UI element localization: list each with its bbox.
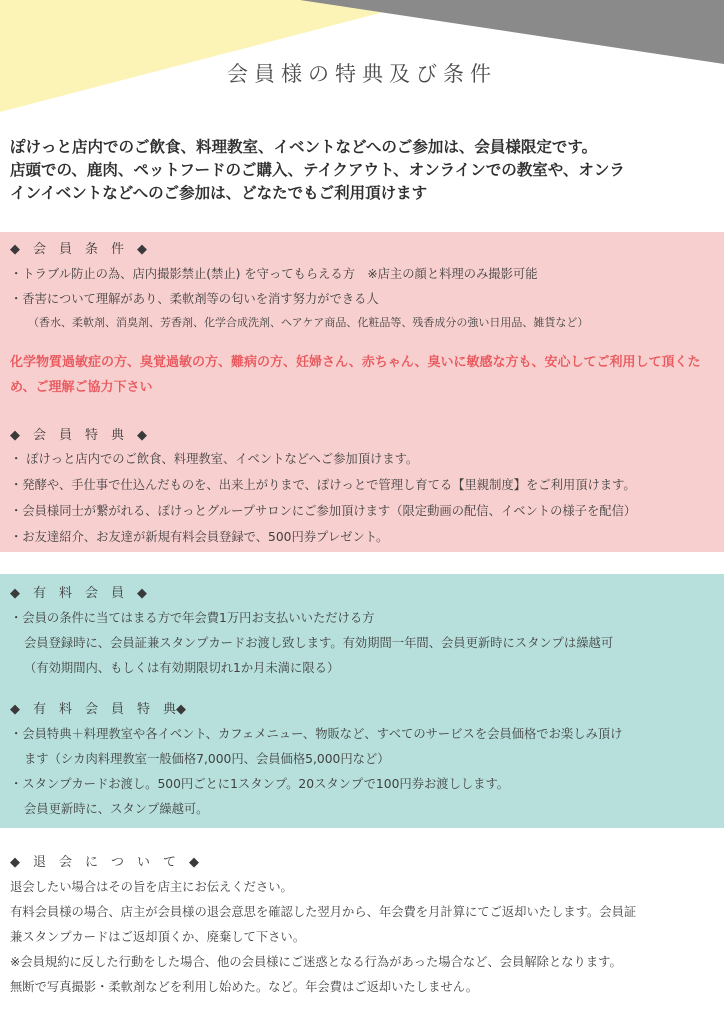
paid-item: （有効期間内、もしくは有効期限切れ1か月未満に限る） (24, 661, 340, 675)
paid-item: ・会員の条件に当てはまる方で年会費1万円お支払いいただける方 (10, 611, 375, 625)
benefits-item: ・ ぽけっと店内でのご飲食、料理教室、イベントなどへご参加頂けます。 (10, 452, 419, 466)
conditions-warning: 化学物質過敏症の方、臭覚過敏の方、難病の方、妊婦さん、赤ちゃん、臭いに敏感な方も、安心してご利用して頂くため、ご理解ご協力下さい (10, 355, 701, 395)
page-title: 会員様の特典及び条件 (227, 62, 497, 86)
withdrawal-item: 無断で写真撮影・柔軟剤などを利用し始めた。など。年会費はご返却いたしません。 (10, 980, 479, 994)
withdrawal-item: 有料会員様の場合、店主が会員様の退会意思を確認した翌月から、年会費を月計算にてご返却いたします。会員証 (10, 905, 637, 919)
gray-band-shape (300, 0, 724, 64)
benefits-heading: ◆ 会 員 特 典 ◆ (10, 428, 147, 443)
paid-benefits-item: 会員更新時に、スタンプ繰越可。 (24, 802, 209, 816)
withdrawal-item: 退会したい場合はその旨を店主にお伝えください。 (10, 880, 293, 894)
conditions-item: ・香害について理解があり、柔軟剤等の匂いを消す努力ができる人 (10, 292, 379, 306)
intro-line: 店頭での、鹿肉、ペットフードのご購入、テイクアウト、オンラインでの教室や、オンラ (10, 161, 625, 179)
benefits-item: ・会員様同士が繋がれる、ぽけっとグループサロンにご参加頂けます（限定動画の配信、イベントの様子を配信） (10, 504, 637, 518)
paid-benefits-item: ・会員特典＋料理教室や各イベント、カフェメニュー、物販など、すべてのサービスを会員価格でお楽しみ頂け (10, 727, 623, 741)
paid-heading: ◆ 有 料 会 員 ◆ (10, 586, 147, 601)
paid-benefits-heading: ◆ 有 料 会 員 特 典◆ (10, 702, 186, 717)
member-section (0, 232, 724, 552)
intro-line: ぽけっと店内でのご飲食、料理教室、イベントなどへのご参加は、会員様限定です。 (10, 138, 598, 156)
benefits-item: ・発酵や、手仕事で仕込んだものを、出来上がりまで、ぽけっとで管理し育てる【里親制度】をご利用頂けます。 (10, 478, 636, 492)
paid-benefits-item: ます（シカ肉料理教室一般価格7,000円、会員価格5,000円など） (24, 752, 390, 766)
withdrawal-heading: ◆ 退 会 に つ い て ◆ (10, 855, 199, 870)
withdrawal-section (0, 845, 724, 1015)
paid-item: 会員登録時に、会員証兼スタンプカードお渡し致します。有効期間一年間、会員更新時にスタンプは繰越可 (24, 636, 614, 650)
intro-text (10, 136, 716, 205)
conditions-note: （香水、柔軟剤、消臭剤、芳香剤、化学合成洗剤、ヘアケア商品、化粧品等、残香成分の強い日用品、雑貨など） (28, 316, 589, 329)
conditions-heading: ◆ 会 員 条 件 ◆ (10, 242, 147, 257)
intro-line: インイベントなどへのご参加は、どなたでもご利用頂けます (10, 184, 428, 202)
conditions-item: ・トラブル防止の為、店内撮影禁止(禁止) を守ってもらえる方 ※店主の顔と料理のみ撮影可能 (10, 267, 538, 281)
yellow-band-shape (0, 0, 430, 112)
withdrawal-item: 兼スタンプカードはご返却頂くか、廃棄して下さい。 (10, 930, 306, 944)
paid-member-section (0, 574, 724, 828)
paid-benefits-item: ・スタンプカードお渡し。500円ごとに1スタンプ。20スタンプで100円券お渡しします。 (10, 777, 510, 791)
benefits-item: ・お友達紹介、お友達が新規有料会員登録で、500円券プレゼント。 (10, 530, 389, 544)
withdrawal-item: ※会員規約に反した行動をした場合、他の会員様にご迷惑となる行為があった場合など、会員解除となります。 (10, 955, 622, 969)
